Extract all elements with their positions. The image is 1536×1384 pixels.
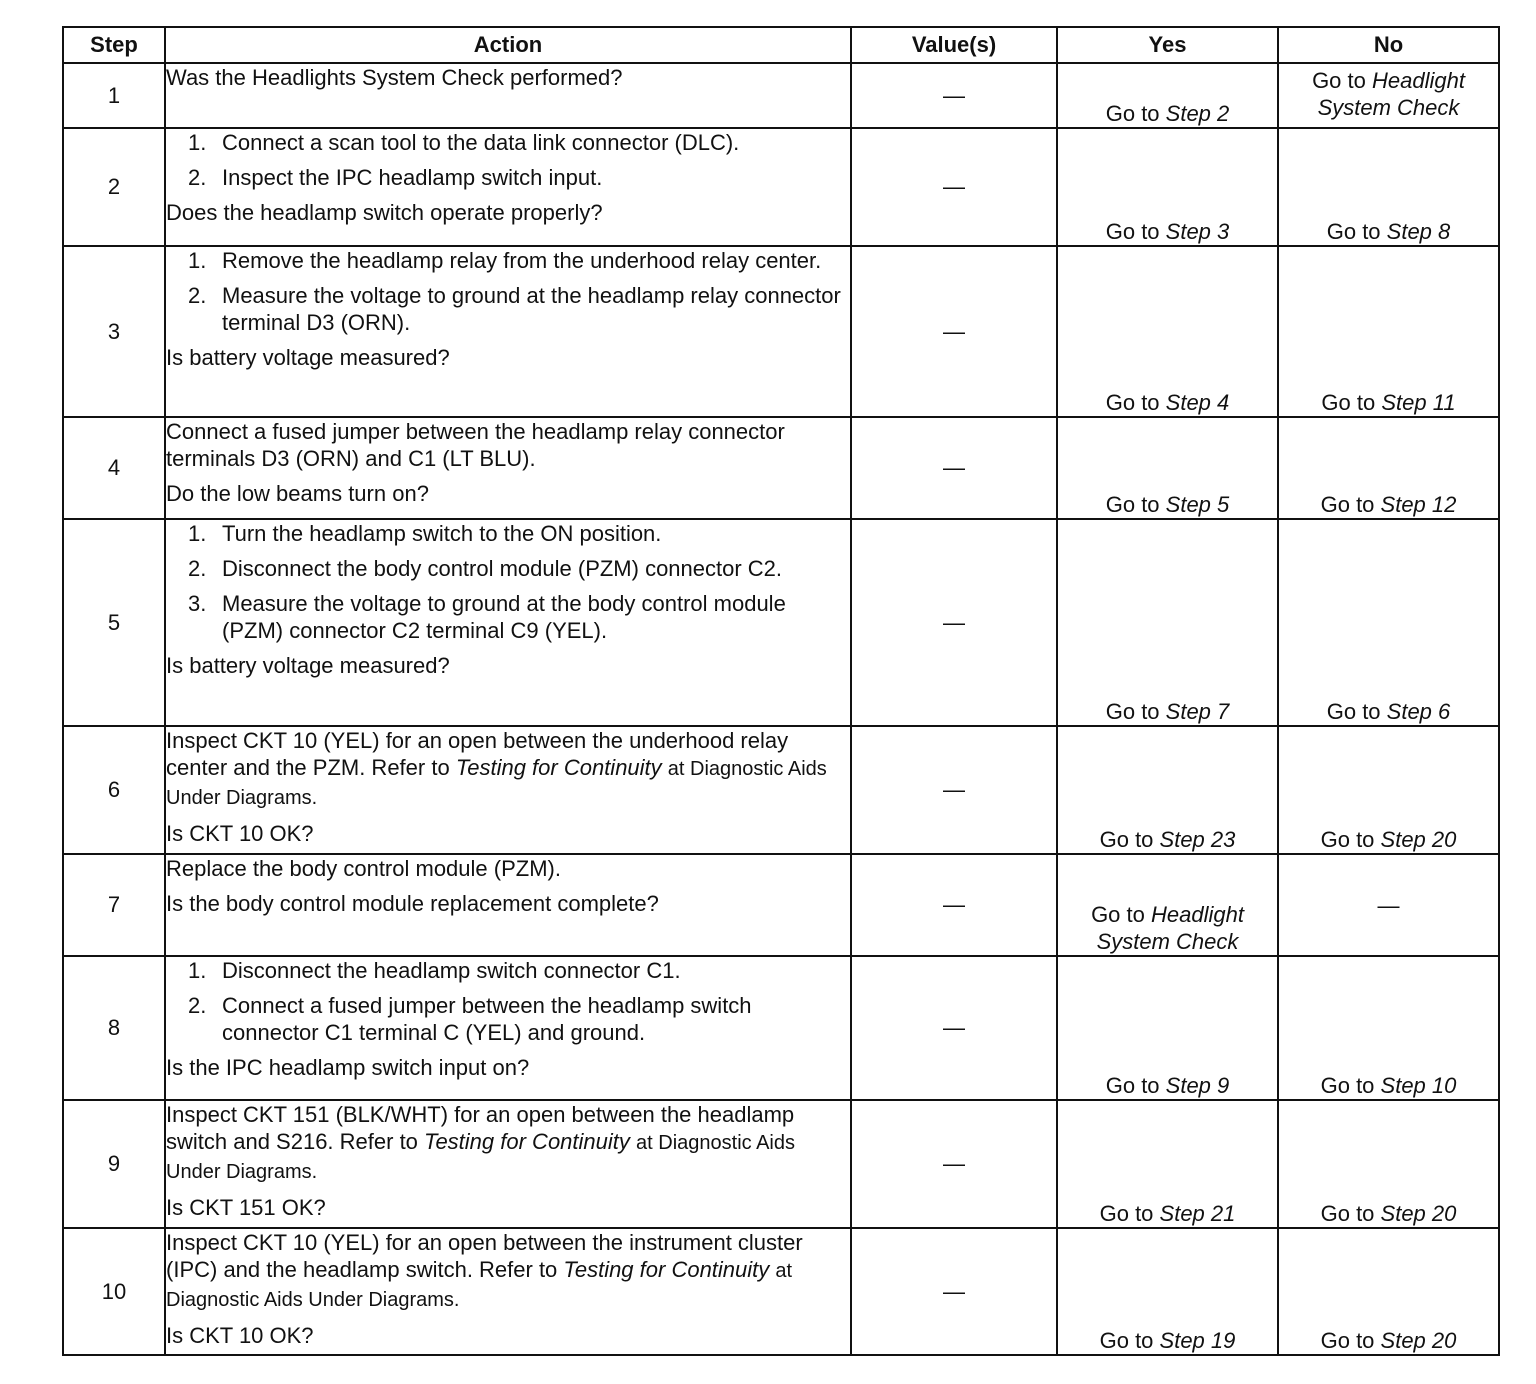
italic-ref: Testing for Continuity	[563, 1257, 770, 1282]
action-cell	[165, 1100, 851, 1228]
no-cell	[1278, 1100, 1499, 1228]
action-steps	[166, 129, 850, 191]
action-text	[166, 855, 850, 882]
text-run: Go to	[1099, 1201, 1160, 1226]
step-number: 9	[63, 1100, 165, 1228]
italic-ref: Step 21	[1159, 1201, 1236, 1226]
text-run: Is CKT 10 OK?	[166, 821, 314, 846]
action-question	[166, 820, 850, 847]
italic-ref: System Check	[1317, 95, 1460, 120]
table-row	[63, 417, 1499, 519]
step-number: 5	[63, 519, 165, 726]
action-cell	[165, 246, 851, 417]
text-run: Go to	[1105, 699, 1166, 724]
text-run: Is CKT 10 OK?	[166, 1323, 314, 1348]
table-row	[63, 63, 1499, 128]
table-row	[63, 726, 1499, 854]
text-run: Disconnect the body control module (PZM) connector C2.	[222, 556, 783, 581]
header-no: No	[1278, 27, 1499, 63]
table-row	[63, 519, 1499, 726]
text-run: Go to	[1091, 902, 1151, 927]
step-index: 2.	[188, 556, 207, 581]
text-run: Do the low beams turn on?	[166, 481, 429, 506]
action-step	[166, 282, 850, 336]
italic-ref: Step 3	[1165, 219, 1230, 244]
table-row	[63, 956, 1499, 1100]
text-run: at Diagnostic Aids Under Diagrams.	[166, 1132, 795, 1183]
yes-cell	[1057, 128, 1278, 246]
italic-ref: Step 19	[1159, 1328, 1236, 1353]
action-cell	[165, 128, 851, 246]
no-cell	[1278, 128, 1499, 246]
table-row	[63, 1228, 1499, 1355]
italic-ref: System Check	[1096, 929, 1239, 954]
action-cell	[165, 956, 851, 1100]
italic-ref: Step 20	[1380, 1328, 1457, 1353]
action-cell	[165, 1228, 851, 1355]
italic-ref: Step 4	[1165, 390, 1230, 415]
yes-cell	[1057, 63, 1278, 128]
text-run: Is CKT 151 OK?	[166, 1195, 326, 1220]
text-run: at Diagnostic Aids Under Diagrams.	[166, 758, 827, 809]
text-run: Disconnect the headlamp switch connector C1.	[222, 958, 681, 983]
header-values: Value(s)	[851, 27, 1057, 63]
action-step	[166, 520, 850, 547]
text-run: Inspect CKT 10 (YEL) for an open between the instrument cluster (IPC) and the headlamp switch. Refer to	[166, 1230, 803, 1282]
value-cell: —	[851, 1100, 1057, 1228]
italic-ref: Step 11	[1381, 390, 1456, 415]
text-run: Connect a fused jumper between the headlamp switch connector C1 terminal C (YEL) and ground.	[222, 993, 752, 1045]
value-cell: —	[851, 63, 1057, 128]
text-run: Go to	[1321, 390, 1382, 415]
value-cell: —	[851, 128, 1057, 246]
text-run: Remove the headlamp relay from the underhood relay center.	[222, 248, 822, 273]
step-index: 1.	[188, 958, 207, 983]
text-run: Go to	[1099, 827, 1160, 852]
value-cell: —	[851, 417, 1057, 519]
text-run: Is battery voltage measured?	[166, 345, 450, 370]
step-index: 3.	[188, 591, 207, 616]
text-run: Measure the voltage to ground at the body control module (PZM) connector C2 terminal C9 (YEL).	[222, 591, 786, 643]
action-step	[166, 590, 850, 644]
no-cell	[1278, 246, 1499, 417]
text-run: Go to	[1320, 1073, 1381, 1098]
action-cell	[165, 63, 851, 128]
no-cell	[1278, 956, 1499, 1100]
action-question	[166, 480, 850, 507]
italic-ref: Step 20	[1380, 1201, 1457, 1226]
text-run: Go to	[1326, 219, 1387, 244]
step-number: 4	[63, 417, 165, 519]
text-run: at Diagnostic Aids Under Diagrams.	[166, 1260, 793, 1311]
step-number: 8	[63, 956, 165, 1100]
text-run: Go to	[1326, 699, 1387, 724]
value-cell: —	[851, 726, 1057, 854]
text-run: Go to	[1320, 492, 1381, 517]
text-run: Replace the body control module (PZM).	[166, 856, 561, 881]
no-cell	[1278, 519, 1499, 726]
step-index: 1.	[188, 521, 207, 546]
value-cell: —	[851, 956, 1057, 1100]
table-row	[63, 854, 1499, 956]
text-run: Go to	[1105, 101, 1166, 126]
no-cell	[1278, 854, 1499, 956]
italic-ref: Testing for Continuity	[424, 1129, 630, 1154]
text-run: Connect a scan tool to the data link connector (DLC).	[222, 130, 740, 155]
action-steps	[166, 957, 850, 1046]
action-step	[166, 129, 850, 156]
action-cell	[165, 726, 851, 854]
text-run: Inspect CKT 151 (BLK/WHT) for an open between the headlamp switch and S216. Refer to	[166, 1102, 795, 1154]
yes-cell	[1057, 519, 1278, 726]
table-row	[63, 128, 1499, 246]
text-run: Connect a fused jumper between the headlamp relay connector terminals D3 (ORN) and C1 (LT BLU).	[166, 419, 785, 471]
text-run: Go to	[1105, 219, 1166, 244]
value-cell: —	[851, 519, 1057, 726]
italic-ref: Testing for Continuity	[455, 755, 662, 780]
italic-ref: Step 5	[1165, 492, 1230, 517]
value-cell: —	[851, 246, 1057, 417]
text-run: Is battery voltage measured?	[166, 653, 450, 678]
action-step	[166, 247, 850, 274]
text-run: Go to	[1105, 492, 1166, 517]
header-action: Action	[165, 27, 851, 63]
text-run: Is the IPC headlamp switch input on?	[166, 1055, 530, 1080]
no-cell	[1278, 417, 1499, 519]
action-steps	[166, 520, 850, 644]
step-index: 1.	[188, 248, 207, 273]
step-index: 2.	[188, 165, 207, 190]
italic-ref: Step 7	[1165, 699, 1230, 724]
action-cell	[165, 854, 851, 956]
yes-cell	[1057, 1228, 1278, 1355]
italic-ref: Step 8	[1386, 219, 1451, 244]
header-step: Step	[63, 27, 165, 63]
value-cell: —	[851, 1228, 1057, 1355]
italic-ref: Step 12	[1380, 492, 1457, 517]
step-number: 2	[63, 128, 165, 246]
text-run: Go to	[1105, 1073, 1166, 1098]
text-run: Turn the headlamp switch to the ON position.	[222, 521, 662, 546]
step-number: 1	[63, 63, 165, 128]
step-index: 2.	[188, 993, 207, 1018]
italic-ref: Headlight	[1150, 902, 1244, 927]
text-run: Measure the voltage to ground at the headlamp relay connector terminal D3 (ORN).	[222, 283, 841, 335]
step-index: 2.	[188, 283, 207, 308]
italic-ref: Step 9	[1165, 1073, 1230, 1098]
no-cell	[1278, 726, 1499, 854]
text-run: Go to	[1105, 390, 1166, 415]
text-run: Was the Headlights System Check performed?	[166, 65, 623, 90]
text-run: Is the body control module replacement complete?	[166, 891, 659, 916]
no-cell	[1278, 1228, 1499, 1355]
action-text	[166, 1229, 850, 1314]
action-step	[166, 555, 850, 582]
table-row	[63, 1100, 1499, 1228]
text-run: Go to	[1320, 1201, 1381, 1226]
diagnostic-table	[62, 26, 1500, 1356]
italic-ref: Headlight	[1371, 68, 1465, 93]
action-text	[166, 64, 850, 91]
action-text	[166, 890, 850, 917]
yes-cell	[1057, 1100, 1278, 1228]
italic-ref: Step 23	[1159, 827, 1236, 852]
step-number: 10	[63, 1228, 165, 1355]
text-run: Inspect CKT 10 (YEL) for an open between the underhood relay center and the PZM. Refer to	[166, 728, 789, 780]
step-number: 3	[63, 246, 165, 417]
text-run: —	[1377, 892, 1400, 918]
yes-cell	[1057, 726, 1278, 854]
action-step	[166, 992, 850, 1046]
text-run: Go to	[1320, 1328, 1381, 1353]
action-question	[166, 652, 850, 679]
action-cell	[165, 417, 851, 519]
table-row	[63, 246, 1499, 417]
step-index: 1.	[188, 130, 207, 155]
action-text	[166, 1101, 850, 1186]
step-number: 6	[63, 726, 165, 854]
value-cell: —	[851, 854, 1057, 956]
text-run: Inspect the IPC headlamp switch input.	[222, 165, 603, 190]
action-question	[166, 1194, 850, 1221]
text-run: Go to	[1099, 1328, 1160, 1353]
step-number: 7	[63, 854, 165, 956]
action-step	[166, 957, 850, 984]
action-question	[166, 344, 850, 371]
yes-cell	[1057, 246, 1278, 417]
no-cell	[1278, 63, 1499, 128]
action-step	[166, 164, 850, 191]
text-run: Does the headlamp switch operate properly?	[166, 200, 603, 225]
yes-cell	[1057, 417, 1278, 519]
action-question	[166, 1054, 850, 1081]
action-text	[166, 727, 850, 812]
italic-ref: Step 6	[1386, 699, 1451, 724]
header-row	[63, 27, 1499, 63]
action-question	[166, 199, 850, 226]
italic-ref: Step 20	[1380, 827, 1457, 852]
yes-cell	[1057, 956, 1278, 1100]
action-text	[166, 418, 850, 472]
header-yes: Yes	[1057, 27, 1278, 63]
italic-ref: Step 2	[1165, 101, 1230, 126]
action-question	[166, 1322, 850, 1349]
italic-ref: Step 10	[1380, 1073, 1457, 1098]
text-run: Go to	[1320, 827, 1381, 852]
text-run: Go to	[1312, 68, 1372, 93]
action-cell	[165, 519, 851, 726]
yes-cell	[1057, 854, 1278, 956]
action-steps	[166, 247, 850, 336]
